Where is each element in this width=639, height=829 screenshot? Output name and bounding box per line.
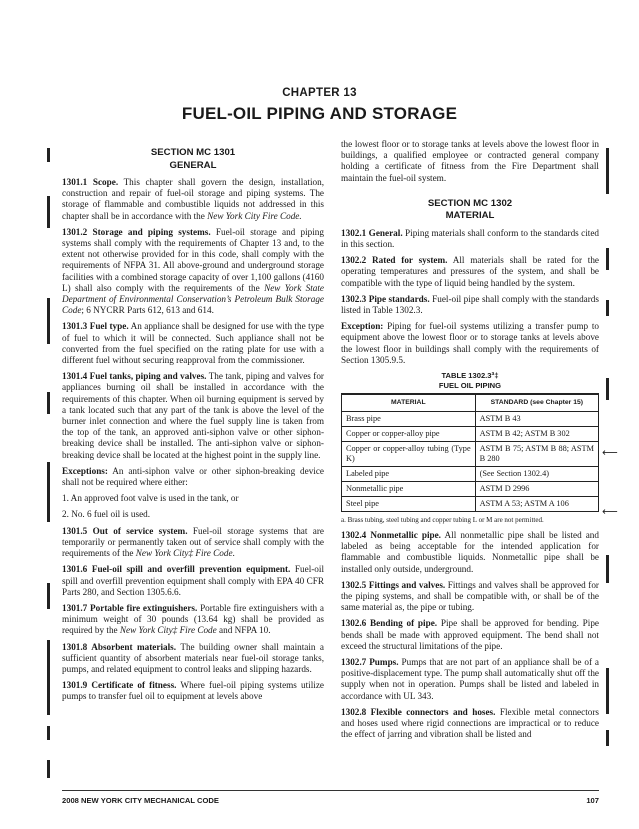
table-footnote: a. Brass tubing, steel tubing and copper tubing L or M are not permitted. <box>341 516 544 525</box>
revision-bar <box>606 148 609 194</box>
left-column <box>62 147 324 708</box>
revision-bar <box>47 392 50 414</box>
section-title: SECTION MC 1302 <box>427 197 513 209</box>
table-row <box>342 427 599 442</box>
exception: Exceptions: An anti-siphon valve or other siphon-breaking device shall not be required where either: <box>62 465 324 488</box>
chapter-title: FUEL-OIL PIPING AND STORAGE <box>181 104 458 123</box>
paragraph: 1302.5 Fittings and valves. Fittings and valves shall be approved for the piping systems, and shall be compatible with, or shall be of the same material as, the pipe or tubing. <box>341 579 599 613</box>
footer-rule <box>62 790 599 791</box>
table-cell: ASTM B 42; ASTM B 302 <box>475 427 598 442</box>
table-cell: Brass pipe <box>342 412 476 427</box>
paragraph: 1301.7 Portable fire extinguishers. Portable fire extinguishers with a minimum weight of 30 pounds (13.64 kg) shall be provided as required by the New York City‡ Fire Code and NFPA 10. <box>62 602 324 636</box>
table-title: FUEL OIL PIPING <box>438 380 502 390</box>
list-item: 2. No. 6 fuel oil is used. <box>62 509 151 520</box>
table-row <box>342 442 599 467</box>
paragraph: 1302.7 Pumps. Pumps that are not part of an appliance shall be of a positive-displacement type. The pump shall automatically shut off the supply when not in operation. Pumps shall be listed and labeled in accordance with UL 343. <box>341 657 600 701</box>
table-cell: Labeled pipe <box>342 467 476 482</box>
paragraph: 1301.6 Fuel-oil spill and overfill prevention equipment. Fuel-oil spill and overfill prevention equipment shall comply with EPA 40 CFR Parts 280, and Section 1305.6.6. <box>62 564 325 597</box>
revision-bar <box>47 726 50 740</box>
footer-code-name: 2008 NEW YORK CITY MECHANICAL CODE <box>62 796 219 805</box>
deletion-arrow-icon: ⟵ <box>602 505 618 518</box>
paragraph-heading: 1302.2 Rated for system. <box>341 255 448 266</box>
paragraph-heading: 1301.2 Storage and piping systems. <box>62 226 211 237</box>
paragraph: 1301.9 Certificate of fitness. Where fuel-oil piping systems utilize pumps to transfer fuel oil to equipment at levels above <box>62 680 324 702</box>
revision-bar <box>47 298 50 344</box>
table-cell: Copper or copper-alloy pipe <box>342 427 476 442</box>
paragraph: the lowest floor or to storage tanks at levels above the lowest floor in buildings, a qualified employee or contracted general company holding a certificate of fitness from the Fire Department shall maintain the fuel-oil system. <box>341 139 599 183</box>
revision-bar <box>47 148 50 162</box>
page-number: 107 <box>586 796 599 805</box>
table-header-row <box>342 394 599 412</box>
right-column <box>341 139 599 746</box>
paragraph-heading: 1302.7 Pumps. <box>341 657 399 668</box>
paragraph-heading: 1301.4 Fuel tanks, piping and valves. <box>62 371 207 382</box>
list-item: 1. An approved foot valve is used in the tank, or <box>62 493 239 504</box>
revision-bar <box>606 668 609 714</box>
table-caption: TABLE 1302.3ª‡ <box>441 371 499 381</box>
table-cell: (See Section 1302.4) <box>475 467 598 482</box>
deletion-arrow-icon: ⟵ <box>602 446 618 459</box>
table-cell: ASTM B 75; ASTM B 88; ASTM B 280 <box>475 442 598 467</box>
paragraph: 1302.1 General. Piping materials shall conform to the standards cited in this section. <box>341 227 600 250</box>
paragraph-heading: 1302.5 Fittings and valves. <box>341 579 446 590</box>
table-cell: ASTM A 53; ASTM A 106 <box>475 497 598 512</box>
revision-bar <box>47 462 50 522</box>
chapter-number: CHAPTER 13 <box>282 87 357 99</box>
paragraph-heading: 1302.3 Pipe standards. <box>341 293 430 304</box>
paragraph-heading: 1302.1 General. <box>341 227 403 238</box>
paragraph: 1301.8 Absorbent materials. The building owner shall maintain a sufficient quantity of absorbent materials near fuel-oil storage tanks, pumps, and related equipment to control leaks and slipping hazards. <box>62 641 325 674</box>
revision-bar <box>606 300 609 316</box>
revision-bar <box>606 730 609 746</box>
section-name: GENERAL <box>169 159 217 171</box>
table-row <box>342 467 599 482</box>
paragraph: 1302.4 Nonmetallic pipe. All nonmetallic pipe shall be listed and labeled as being acceptable for the intended application for flammable and combustible liquids. Nonmetallic pipe shall be installed only outside, underground. <box>341 530 599 574</box>
revision-bar <box>606 555 609 583</box>
paragraph: 1301.4 Fuel tanks, piping and valves. The tank, piping and valves for appliances burning oil shall be installed in accordance with the requirements of this chapter. When oil burning equipment is served by a tank located such that any part of the tank is above the level of the burner inlet connection and where the fuel supply line is taken from the top of the tank, an approved anti-siphon valve or other siphon-breaking device shall be installed. The anti-siphon valve or siphon-breaking device shall be located at the highest point in the supply line. <box>62 371 324 460</box>
exception-heading: Exceptions: <box>62 465 108 476</box>
paragraph: 1301.3 Fuel type. An appliance shall be designed for use with the type of fuel to which it will be connected. Such appliance shall not be converted from the fuel specified on the rating plate for use with a different fuel without securing reapproval from the commissioner. <box>62 321 324 366</box>
paragraph: 1302.6 Bending of pipe. Pipe shall be approved for bending. Pipe bends shall be made with approved equipment. The bend shall not exceed the structural limitations of the pipe. <box>341 618 599 651</box>
column-header: STANDARD (see Chapter 15) <box>475 394 598 412</box>
fuel-oil-piping-table <box>341 393 599 512</box>
exception: Exception: Piping for fuel-oil systems utilizing a transfer pump to equipment above the lowest floor or to storage tanks at levels above the lowest floor in buildings shall comply with the requirements of Section 1305.9.5. <box>341 321 599 365</box>
paragraph: 1301.1 Scope. This chapter shall govern the design, installation, construction and repair of fuel-oil storage and piping systems. The storage of flammable and combustible liquids not addressed in this chapter shall be in accordance with the New York City Fire Code. <box>62 177 325 221</box>
paragraph-heading: 1301.1 Scope. <box>62 177 119 187</box>
paragraph: 1302.8 Flexible connectors and hoses. Flexible metal connectors and hoses used where rigid connections are impractical or to reduce the effect of jarring and vibration shall be listed and <box>341 706 599 740</box>
table-cell: Nonmetallic pipe <box>342 482 476 497</box>
table-cell: Steel pipe <box>342 497 476 512</box>
paragraph-heading: 1301.3 Fuel type. <box>62 321 129 332</box>
paragraph-heading: 1301.7 Portable fire extinguishers. <box>62 602 198 613</box>
table-cell: ASTM D 2996 <box>475 482 598 497</box>
revision-bar <box>47 640 50 715</box>
revision-bar <box>47 760 50 778</box>
paragraph-heading: 1302.8 Flexible connectors and hoses. <box>341 706 496 717</box>
paragraph-heading: 1301.5 Out of service system. <box>62 525 188 536</box>
paragraph-heading: 1302.4 Nonmetallic pipe. <box>341 530 441 541</box>
paragraph: 1302.2 Rated for system. All materials shall be rated for the operating temperatures and pressures of the system, and shall be compatible with the type of liquid being handled by the system. <box>341 255 600 288</box>
table-cell: Copper or copper-alloy tubing (Type K) <box>342 442 476 467</box>
paragraph-heading: 1301.6 Fuel-oil spill and overfill prevention equipment. <box>62 564 291 575</box>
revision-bar <box>606 378 609 400</box>
table-cell: ASTM B 43 <box>475 412 598 427</box>
paragraph-heading: 1302.6 Bending of pipe. <box>341 618 438 629</box>
column-header: MATERIAL <box>342 394 476 412</box>
revision-bar <box>47 196 50 228</box>
revision-bar <box>47 583 50 609</box>
exception-heading: Exception: <box>341 321 384 332</box>
table-row <box>342 497 599 512</box>
paragraph-heading: 1301.8 Absorbent materials. <box>62 641 177 652</box>
paragraph: 1302.3 Pipe standards. Fuel-oil pipe shall comply with the standards listed in Table 1302.3. <box>341 293 599 316</box>
paragraph: 1301.2 Storage and piping systems. Fuel-oil storage and piping systems shall comply with the requirements of Chapter 13 and, to the extent not otherwise provided for in this code, shall comply with the requirements of NFPA 31. All above-ground and underground storage facilities with a combined storage capacity of over 1,100 gallons (4160 L) shall also comply with the requirements of the New York State Department of Environmental Conservation’s Petroleum Bulk Storage Code; 6 NYCRR Parts 612, 613 and 614. <box>62 226 325 316</box>
paragraph-heading: 1301.9 Certificate of fitness. <box>62 680 177 691</box>
revision-bar <box>606 248 609 270</box>
section-name: MATERIAL <box>445 210 495 222</box>
table-row <box>342 482 599 497</box>
table-row <box>342 412 599 427</box>
paragraph: 1301.5 Out of service system. Fuel-oil storage systems that are temporarily or permanently taken out of service shall comply with the requirements of the New York City‡ Fire Code. <box>62 525 324 559</box>
section-title: SECTION MC 1301 <box>150 147 236 158</box>
